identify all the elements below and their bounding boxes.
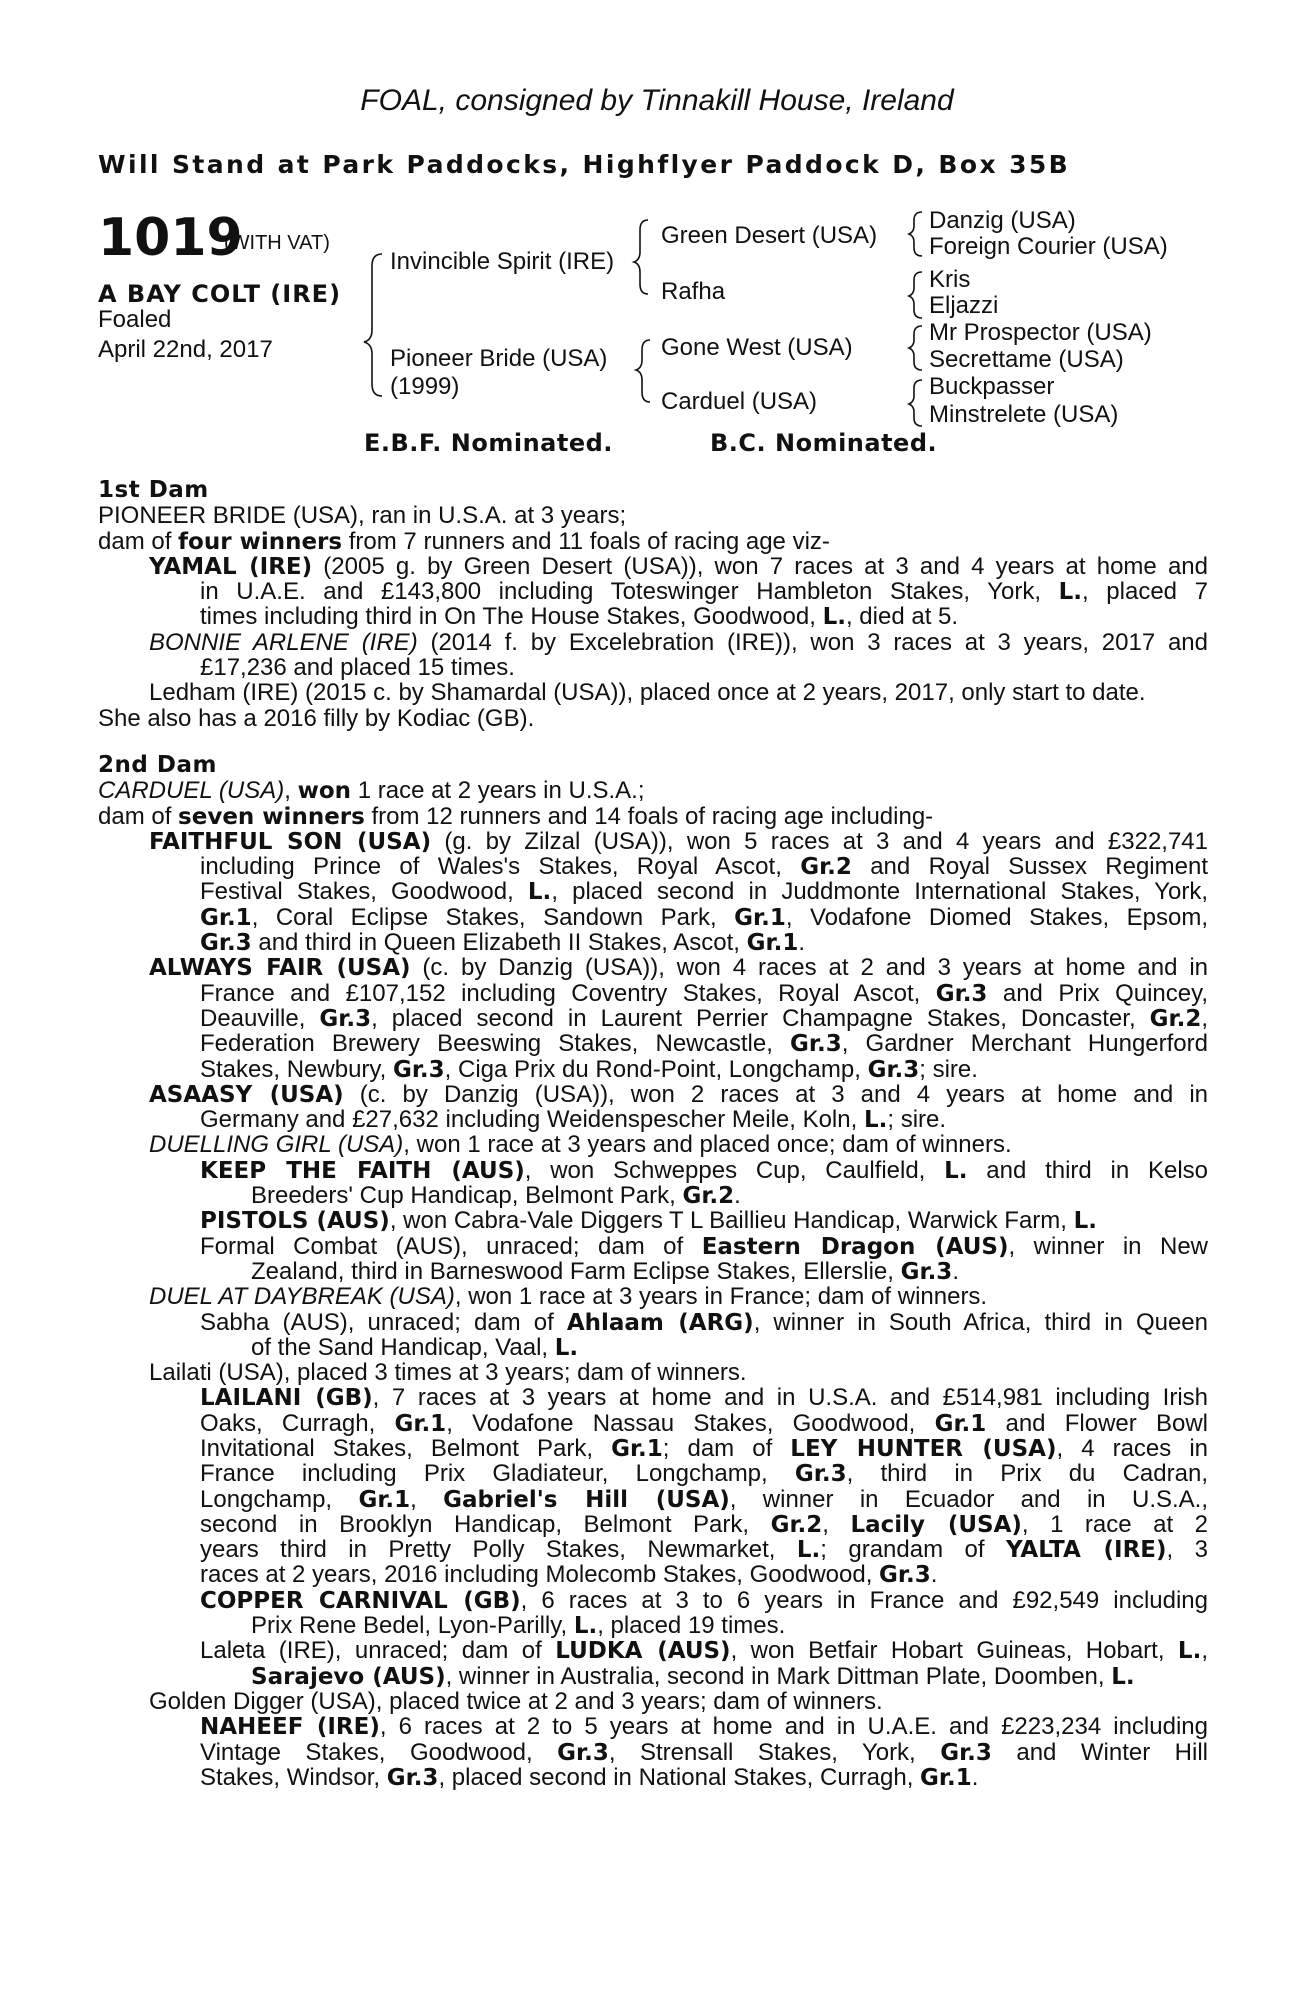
text-run: Prix Rene Bedel, Lyon-Parilly, xyxy=(251,1612,574,1640)
second-dam-line xyxy=(98,804,1208,829)
text-run: £17,236 and placed 15 times. xyxy=(200,654,515,682)
text-run: L. xyxy=(554,1334,579,1361)
text-run: dam of xyxy=(98,802,179,830)
text-run: , 6 races at 2 to 5 years at home and in U.A.E. and £223,234 including xyxy=(379,1714,1208,1740)
text-run: ; sire. xyxy=(919,1055,978,1083)
text-run: France including Prix Gladiateur, Longchamp, xyxy=(200,1461,795,1487)
text-run: 1 race at 2 years in U.S.A.; xyxy=(351,777,645,805)
first-dam-line xyxy=(200,579,1208,604)
text-run: years third in Pretty Polly Stakes, Newmarket, xyxy=(200,1537,797,1563)
first-dam-line xyxy=(200,655,1208,680)
text-run: Longchamp, xyxy=(200,1486,359,1512)
pedigree-ggp-7: Buckpasser xyxy=(929,373,1055,400)
text-run: and Prix Quincey, xyxy=(987,980,1208,1006)
second-dam-line xyxy=(200,1638,1208,1663)
text-run: , Gardner Merchant Hungerford xyxy=(841,1031,1208,1057)
second-dam-line xyxy=(200,1107,1208,1132)
lot-title: A BAY COLT (IRE) xyxy=(98,280,342,308)
text-run: L. xyxy=(1111,1663,1135,1690)
text-run: won xyxy=(297,778,352,805)
second-dam-line xyxy=(200,1158,1208,1183)
text-run: , xyxy=(1201,1638,1208,1664)
text-run: races at 2 years, 2016 including Molecomb Stakes, Goodwood, xyxy=(200,1561,880,1589)
text-run: Stakes, Newbury, xyxy=(200,1055,393,1083)
text-run: , won 1 race at 3 years in France; dam of winners. xyxy=(454,1283,988,1311)
text-run: L. xyxy=(863,1107,888,1134)
second-dam-line xyxy=(200,1234,1208,1259)
text-run: , winner in New xyxy=(1008,1233,1208,1259)
text-run: . xyxy=(798,929,805,957)
text-run: Gr.3 xyxy=(557,1739,609,1765)
text-run: Gr.3 xyxy=(867,1056,920,1083)
second-dam-line xyxy=(200,1057,1208,1082)
text-run: , Ciga Prix du Rond-Point, Longchamp, xyxy=(444,1055,868,1083)
text-run: Gr.3 xyxy=(790,1031,842,1057)
text-run: , xyxy=(284,777,298,805)
text-run: Federation Brewery Beeswing Stakes, Newcastle, xyxy=(200,1031,791,1057)
text-run: Formal Combat (AUS), unraced; dam of xyxy=(200,1233,702,1259)
first-dam-section xyxy=(98,503,1208,731)
text-run: (c. by Danzig (USA)), won 4 races at 2 and 3 years at home and in xyxy=(410,955,1208,981)
text-run: , won Betfair Hobart Guineas, Hobart, xyxy=(730,1638,1178,1664)
pedigree-dam-dam: Carduel (USA) xyxy=(661,388,818,415)
text-run: Ahlaam (ARG) xyxy=(566,1309,754,1335)
text-run: Gr.2 xyxy=(800,854,852,880)
text-run: , third in Prix du Cadran, xyxy=(846,1461,1208,1487)
text-run: four winners xyxy=(178,528,343,555)
text-run: dam of xyxy=(98,527,179,555)
text-run: , winner in Ecuador and in U.S.A., xyxy=(729,1486,1208,1512)
second-dam-line xyxy=(200,1006,1208,1031)
text-run: Gr.3 xyxy=(794,1461,847,1487)
second-dam-line xyxy=(200,879,1208,904)
text-run: DUEL AT DAYBREAK (USA) xyxy=(149,1283,455,1311)
stand-location: Will Stand at Park Paddocks, Highflyer Paddock D, Box 35B xyxy=(98,150,1071,179)
text-run: Ledham (IRE) (2015 c. by Shamardal (USA)), placed once at 2 years, 2017, only start to date. xyxy=(149,679,1146,707)
second-dam-line xyxy=(149,829,1208,854)
text-run: . xyxy=(971,1763,979,1791)
text-run: Gr.1 xyxy=(746,930,799,957)
text-run: Germany and £27,632 including Weidenspescher Meile, Koln, xyxy=(200,1106,864,1134)
second-dam-line xyxy=(251,1613,1208,1638)
text-run: Gr.3 xyxy=(319,1005,372,1032)
first-dam-line xyxy=(98,529,1208,554)
text-run: Gr.1 xyxy=(394,1410,447,1436)
second-dam-line xyxy=(200,854,1208,879)
text-run: YAMAL (IRE) xyxy=(149,553,313,580)
pedigree-brackets xyxy=(0,0,1314,460)
second-dam-line xyxy=(149,955,1208,980)
text-run: L. xyxy=(796,1537,821,1563)
text-run: ALWAYS FAIR (USA) xyxy=(149,955,411,981)
pedigree-dam-year: (1999) xyxy=(390,373,460,400)
text-run: Vintage Stakes, Goodwood, xyxy=(200,1739,558,1765)
text-run: Gr.3 xyxy=(940,1739,992,1765)
pedigree-sire-sire: Green Desert (USA) xyxy=(661,222,878,249)
text-run: CARDUEL (USA) xyxy=(98,777,285,805)
text-run: seven winners xyxy=(178,803,365,830)
text-run: Gabriel's Hill (USA) xyxy=(443,1486,730,1512)
text-run: Gr.1 xyxy=(734,904,786,931)
text-run: LUDKA (AUS) xyxy=(555,1638,731,1664)
text-run: , placed second in Juddmonte International Stakes, York, xyxy=(551,879,1208,905)
second-dam-line xyxy=(200,1740,1208,1765)
text-run: of the Sand Handicap, Vaal, xyxy=(251,1333,555,1361)
text-run: Invitational Stakes, Belmont Park, xyxy=(200,1435,612,1462)
text-run: and Royal Sussex Regiment xyxy=(851,854,1208,880)
pedigree-ggp-8: Minstrelete (USA) xyxy=(929,401,1119,428)
text-run: (2005 g. by Green Desert (USA)), won 7 races at 3 and 4 years at home and xyxy=(312,553,1208,580)
text-run: , placed 7 xyxy=(1082,579,1208,605)
text-run: and third in Queen Elizabeth II Stakes, Ascot, xyxy=(251,929,747,957)
second-dam-line xyxy=(200,1487,1208,1512)
second-dam-line xyxy=(200,1411,1208,1436)
text-run: (c. by Danzig (USA)), won 2 races at 3 and 4 years at home and in xyxy=(343,1081,1208,1108)
first-dam-heading: 1st Dam xyxy=(98,477,209,503)
text-run: , 7 races at 3 years at home and in U.S.A. and £514,981 including Irish xyxy=(372,1385,1208,1411)
second-dam-line xyxy=(200,1714,1208,1739)
text-run: (g. by Zilzal (USA)), won 5 races at 3 and 4 years and £322,741 xyxy=(431,828,1208,855)
text-run: Zealand, third in Barneswood Farm Eclipse Stakes, Ellerslie, xyxy=(251,1257,901,1285)
text-run: Gr.1 xyxy=(934,1410,987,1436)
first-dam-line xyxy=(149,680,1208,705)
second-dam-section xyxy=(98,778,1208,1790)
text-run: Festival Stakes, Goodwood, xyxy=(200,879,528,905)
text-run: , won Cabra-Vale Diggers T L Baillieu Handicap, Warwick Farm, xyxy=(389,1207,1074,1235)
text-run: , winner in South Africa, third in Queen xyxy=(753,1309,1208,1335)
text-run: Breeders' Cup Handicap, Belmont Park, xyxy=(251,1182,683,1210)
second-dam-line xyxy=(149,1082,1208,1107)
first-dam-line xyxy=(98,706,1208,731)
text-run: , 1 race at 2 xyxy=(1021,1511,1208,1538)
text-run: , 4 races in xyxy=(1056,1435,1208,1462)
text-run: Oaks, Curragh, xyxy=(200,1410,395,1436)
consignment-line: FOAL, consigned by Tinnakill House, Ireland xyxy=(360,84,954,117)
text-run: Gr.3 xyxy=(879,1562,931,1589)
second-dam-line xyxy=(200,1765,1208,1790)
text-run: , xyxy=(410,1486,444,1512)
vat-note: (WITH VAT) xyxy=(224,232,330,254)
text-run: . xyxy=(952,1257,959,1285)
second-dam-line xyxy=(200,1208,1208,1233)
text-run: Gr.3 xyxy=(200,930,252,957)
pedigree-ggp-6: Secrettame (USA) xyxy=(929,346,1124,373)
text-run: , Strensall Stakes, York, xyxy=(608,1739,941,1765)
second-dam-line xyxy=(149,1132,1208,1157)
second-dam-line xyxy=(200,981,1208,1006)
text-run: Gr.2 xyxy=(770,1511,823,1538)
second-dam-line xyxy=(98,778,1208,803)
foaled-label: Foaled xyxy=(98,306,172,333)
second-dam-line xyxy=(200,1461,1208,1486)
second-dam-heading: 2nd Dam xyxy=(98,751,217,778)
text-run: ; dam of xyxy=(662,1435,791,1462)
text-run: PIONEER BRIDE (USA), ran in U.S.A. at 3 years; xyxy=(98,502,627,530)
ebf-nominated: E.B.F. Nominated. xyxy=(364,429,613,457)
text-run: , Coral Eclipse Stakes, Sandown Park, xyxy=(251,904,735,931)
second-dam-line xyxy=(200,1031,1208,1056)
pedigree-ggp-5: Mr Prospector (USA) xyxy=(929,319,1152,346)
lot-number: 1019 xyxy=(98,208,243,268)
text-run: . xyxy=(930,1561,938,1589)
text-run: BONNIE ARLENE (IRE) xyxy=(149,629,418,656)
pedigree-ggp-4: Eljazzi xyxy=(929,292,999,319)
text-run: Gr.3 xyxy=(386,1764,439,1791)
first-dam-line xyxy=(149,554,1208,579)
text-run: , 3 xyxy=(1166,1537,1208,1563)
text-run: YALTA (IRE) xyxy=(1005,1537,1167,1563)
second-dam-line xyxy=(251,1183,1208,1208)
text-run: L. xyxy=(944,1157,968,1184)
text-run: and third in Kelso xyxy=(967,1157,1208,1184)
second-dam-line xyxy=(200,1588,1208,1613)
second-dam-line xyxy=(200,1562,1208,1587)
second-dam-line xyxy=(149,1360,1208,1385)
text-run: L. xyxy=(1058,579,1083,605)
text-run: L. xyxy=(1177,1638,1202,1664)
catalogue-body xyxy=(98,478,1208,1790)
text-run: Lailati (USA), placed 3 times at 3 years; dam of winners. xyxy=(149,1359,747,1387)
text-run: , Vodafone Nassau Stakes, Goodwood, xyxy=(446,1410,935,1436)
text-run: NAHEEF (IRE) xyxy=(200,1714,380,1740)
text-run: from 7 runners and 11 foals of racing age viz- xyxy=(342,527,830,555)
second-dam-line xyxy=(200,1537,1208,1562)
text-run: Gr.3 xyxy=(392,1056,445,1083)
text-run: . xyxy=(734,1182,741,1210)
text-run: LAILANI (GB) xyxy=(200,1385,373,1411)
text-run: , 6 races at 3 to 6 years in France and £92,549 including xyxy=(520,1587,1208,1614)
text-run: DUELLING GIRL (USA) xyxy=(149,1131,404,1159)
text-run: , winner in Australia, second in Mark Dittman Plate, Doomben, xyxy=(445,1662,1112,1690)
text-run: Gr.1 xyxy=(920,1764,972,1791)
text-run: L. xyxy=(1073,1208,1098,1235)
text-run: L. xyxy=(822,604,846,631)
text-run: Laleta (IRE), unraced; dam of xyxy=(200,1638,556,1664)
text-run: Gr.3 xyxy=(935,980,988,1006)
second-dam-line xyxy=(200,1512,1208,1537)
text-run: LEY HUNTER (USA) xyxy=(790,1435,1057,1462)
text-run: Lacily (USA) xyxy=(850,1511,1022,1538)
text-run: Gr.1 xyxy=(611,1435,663,1462)
bc-nominated: B.C. Nominated. xyxy=(710,429,938,457)
text-run: (2014 f. by Excelebration (IRE)), won 3 races at 3 years, 2017 and xyxy=(417,629,1208,656)
text-run: and Winter Hill xyxy=(991,1739,1208,1765)
text-run: , xyxy=(1201,1005,1208,1032)
second-dam-line xyxy=(251,1335,1208,1360)
second-dam-line xyxy=(200,930,1208,955)
text-run: COPPER CARNIVAL (GB) xyxy=(200,1587,521,1614)
text-run: Gr.1 xyxy=(200,904,252,931)
pedigree-ggp-1: Danzig (USA) xyxy=(929,207,1076,234)
pedigree-sire: Invincible Spirit (IRE) xyxy=(390,248,615,275)
second-dam-line xyxy=(251,1664,1208,1689)
second-dam-line xyxy=(200,1436,1208,1461)
text-run: L. xyxy=(573,1613,598,1640)
text-run: Gr.2 xyxy=(1149,1005,1202,1032)
text-run: ; grandam of xyxy=(820,1537,1006,1563)
text-run: including Prince of Wales's Stakes, Royal Ascot, xyxy=(200,854,801,880)
foaled-date: April 22nd, 2017 xyxy=(98,336,273,363)
text-run: times including third in On The House Stakes, Goodwood, xyxy=(200,603,823,631)
first-dam-line xyxy=(149,630,1208,655)
text-run: , Vodafone Diomed Stakes, Epsom, xyxy=(785,904,1208,931)
second-dam-line xyxy=(251,1259,1208,1284)
text-run: Deauville, xyxy=(200,1005,320,1032)
second-dam-line xyxy=(149,1284,1208,1309)
text-run: , placed 19 times. xyxy=(597,1612,786,1640)
text-run: , xyxy=(822,1511,851,1538)
text-run: ASAASY (USA) xyxy=(149,1081,344,1108)
pedigree-sire-dam: Rafha xyxy=(661,278,726,305)
text-run: , placed second in Laurent Perrier Champagne Stakes, Doncaster, xyxy=(371,1005,1150,1032)
text-run: France and £107,152 including Coventry Stakes, Royal Ascot, xyxy=(200,980,936,1006)
first-dam-line xyxy=(200,604,1208,629)
pedigree-ggp-3: Kris xyxy=(929,266,971,293)
text-run: , placed second in National Stakes, Curragh, xyxy=(438,1763,921,1791)
pedigree-dam-sire: Gone West (USA) xyxy=(661,334,853,361)
text-run: Gr.3 xyxy=(900,1258,953,1285)
second-dam-line xyxy=(200,1310,1208,1335)
text-run: second in Brooklyn Handicap, Belmont Park, xyxy=(200,1511,771,1538)
first-dam-line xyxy=(98,503,1208,528)
text-run: KEEP THE FAITH (AUS) xyxy=(200,1157,525,1184)
text-run: ; sire. xyxy=(887,1106,947,1134)
text-run: Sabha (AUS), unraced; dam of xyxy=(200,1309,567,1335)
text-run: Eastern Dragon (AUS) xyxy=(701,1233,1009,1259)
second-dam-line xyxy=(200,1385,1208,1410)
text-run: Gr.2 xyxy=(682,1183,735,1210)
text-run: , won Schweppes Cup, Caulfield, xyxy=(524,1157,945,1184)
pedigree-dam: Pioneer Bride (USA) xyxy=(390,345,608,372)
text-run: , died at 5. xyxy=(845,603,959,631)
text-run: Stakes, Windsor, xyxy=(200,1763,387,1791)
text-run: from 12 runners and 14 foals of racing age including- xyxy=(364,802,934,830)
text-run: in U.A.E. and £143,800 including Toteswinger Hambleton Stakes, York, xyxy=(200,579,1059,605)
text-run: PISTOLS (AUS) xyxy=(200,1208,390,1235)
pedigree-ggp-2: Foreign Courier (USA) xyxy=(929,233,1168,260)
text-run: L. xyxy=(527,879,552,905)
text-run: and Flower Bowl xyxy=(986,1410,1208,1436)
text-run: She also has a 2016 filly by Kodiac (GB). xyxy=(98,704,535,732)
text-run: , won 1 race at 3 years and placed once; dam of winners. xyxy=(403,1131,1012,1159)
text-run: Sarajevo (AUS) xyxy=(251,1663,446,1690)
second-dam-line xyxy=(200,905,1208,930)
text-run: Golden Digger (USA), placed twice at 2 and 3 years; dam of winners. xyxy=(149,1687,883,1715)
text-run: FAITHFUL SON (USA) xyxy=(149,828,432,855)
second-dam-line xyxy=(149,1689,1208,1714)
text-run: Gr.1 xyxy=(358,1486,411,1512)
